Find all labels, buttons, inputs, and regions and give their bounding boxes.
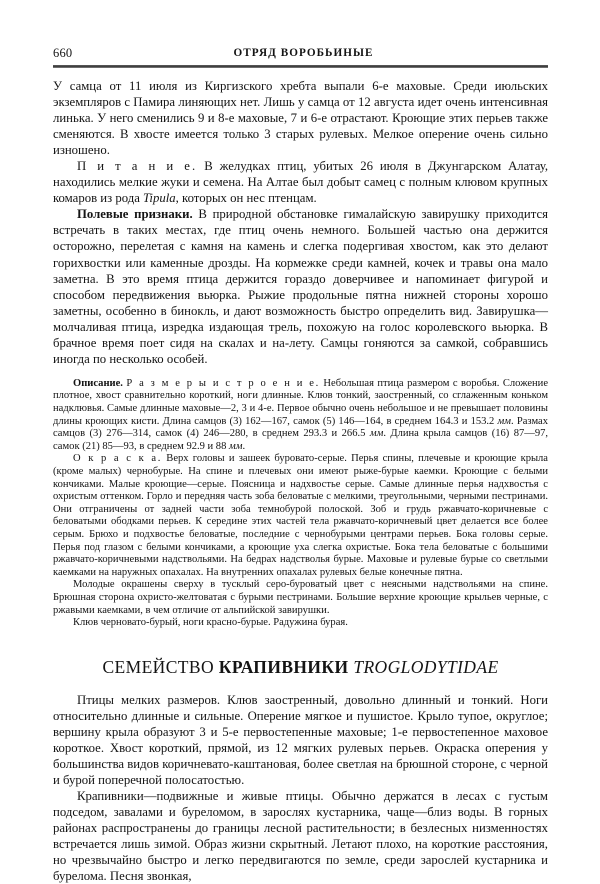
family-heading-word: СЕМЕЙСТВО xyxy=(102,656,214,677)
latin-genus-tipula: Tipula xyxy=(143,191,176,206)
paragraph-klyuv: Клюв черновато-бурый, ноги красно-бурые. Радужина бурая. xyxy=(73,617,348,629)
okraska-text: Верх головы и зашеек буровато-серые. Перья спины, плечевые и кроющие крыла (кроме малых) чернобурые. На спине и плечевых они имеют рыже-бурые каемки. Кроющие с белыми кончиками. Малые кроющие—серые. Поясница и надхвостье серые. Самые длинные перья надхвостья с охристым оттенком. Горло и передняя часть зоба беловатые с мелкими, треугольными, черными пестринами. Они отграничены от задней части зоба темнобурой полоской. Зоб и грудь ржавчато-коричневые с беловатыми ободками перьев. К середине этих частей тела ржавчато-коричневый цвет делается все более серым. Брюхо и подхвостье беловатые, последние с чернобурыми центрами перьев. Бока головы серые. Перья под глазом с белыми кончиками, а кроющие уха слегка охристые. Бока тела беловатые с большими ржавчато-коричневыми надствольями. На бедрах надстволья бурые. Маховые и рулевые бурые со светлыми каемками на наружных опахалах. На внутренних опахалах рулевых белые конечные пятна. xyxy=(53,453,548,578)
paragraph-family-habits: Крапивники—подвижные и живые птицы. Обычно держатся в лесах с густым подседом, завалами и буреломом, в зарослях кустарника, чаще—близ воды. В горных районах распространены до границы лесной растительности; в безлесных низменностях встречается лишь зимой. Образ жизни скрытный. Летают плохо, на короткие расстояния, но чрезвычайно быстро и легко передвигаются по земле, среди зарослей кустарника и бурелома. Песня звонкая, xyxy=(53,789,548,884)
measure-tail: . xyxy=(242,440,246,452)
paragraph-pitanie xyxy=(53,158,548,206)
paragraph-okraska xyxy=(53,453,548,579)
polevye-priznaki-text: В природной обстановке гималайскую завирушку приходится встречать в таких местах, где птиц очень немного. Большей частью она держится осторожно, перелетая с камня на камень и слегка подергивая хвостом, как это делают горихвостки или каменные дрозды. На кормежке среди камней, кочек и травы она мало заметна. В это время птица держится гораздо доверчивее и напоминает фигурой и способом передвижения вьюрка. Рыжие продольные пятна нижней стороны хорошо заметны, особенно в бинокль, и дают возможность быстро определить вид. Завирушка—молчаливая птица, изредка издающая трель, похожую на голос королевского вьюрка. В брачное время поет сидя на скалах и на-лету. Самцы гоняются за самкой, собравшись иногда по несколько особей. xyxy=(53,207,548,366)
label-opisanie: Описание. xyxy=(73,377,123,389)
family-heading-latin: TROGLODYTIDAE xyxy=(353,656,499,677)
unit-mm-wing: мм xyxy=(229,440,243,452)
page-number: 660 xyxy=(53,46,73,60)
measure-body-length: Длина самцов (3) 162—167, самок (5) 146—164, в среднем 164.3 и 153.2 xyxy=(162,415,498,427)
paragraph-molt: У самца от 11 июля из Киргизского хребта выпали 6-е маховые. Среди июльских экземпляров с Памира линяющих нет. Лишь у самца от 12 августа идет очень интенсивная линька. У него сменились 9 и 8-е маховые, 7 и 6-е отрастают. Кроющие этих перьев также сменяются. В хвосте имеется только 3 старых рулевых. Мелкое оперение очень сильно изношено. xyxy=(53,79,548,158)
paragraph-opisanie xyxy=(53,378,548,454)
label-razmery-i-stroenie: Р а з м е р ы и с т р о е н и е. xyxy=(126,377,320,389)
label-okraska: О к р а с к а. xyxy=(73,453,163,465)
family-text-block xyxy=(53,692,548,884)
label-pitanie: П и т а н и е. xyxy=(77,159,198,174)
paragraph-polevye-priznaki xyxy=(53,206,548,366)
pitanie-text-a: В желудках птиц, убитых 26 июля в Джунгарском Алатау, находились мелкие жуки и семена. На Алтае был добыт самец с полным клювом крупных комаров из рода xyxy=(53,159,549,206)
opisanie-text: Небольшая птица размером с воробья. Сложение плотное, хвост сравнительно короткий, ноги длинные. Клюв тонкий, заостренный, со сглаженным коньком надклювья. Самые длинные маховые—2, 3 и 4-е. Первое обычно очень небольшое и не превышает половины длины кроющих кисти. xyxy=(53,377,548,427)
pitanie-text-b: , которых он нес птенцам. xyxy=(175,191,317,206)
running-title: ОТРЯД ВОРОБЬИНЫЕ xyxy=(233,47,374,59)
paragraph-molodye: Молодые окрашены сверху в тусклый серо-буроватый цвет с неясными надствольями на спине. Брюшная сторона охристо-желтоватая с бурыми пестринами. Большие верхние кроющие крыльев черные, с ржавыми каемками, в чем отличие от альпийской завирушки. xyxy=(53,579,548,616)
unit-mm-wingspan: мм xyxy=(369,428,384,440)
label-polevye-priznaki: Полевые признаки. xyxy=(77,207,193,222)
measure-wingspan: . Размах самцов (3) 276—314, самок (4) 246—280, в среднем 293.3 и 266.5 xyxy=(53,415,548,440)
header-rule xyxy=(53,65,548,68)
description-small-block xyxy=(53,378,548,630)
family-heading xyxy=(53,656,548,678)
measure-wing-length: . Длина крыла самцов (16) 87—97, самок (21) 85—93, в среднем 92.9 и 88 xyxy=(53,428,548,452)
page-content xyxy=(53,44,548,884)
family-heading-name: КРАПИВНИКИ xyxy=(218,656,349,677)
running-head xyxy=(53,44,548,63)
paragraph-family-description: Птицы мелких размеров. Клюв заостренный, довольно длинный и тонкий. Ноги относительно длинные и сильные. Оперение мягкое и пушистое. Крыло тупое, округлое; вершину крыла образуют 3 и 5-е первостепенные маховые; 1-е первостепенное маховое короткое. Хвост короткий, прямой, из 12 мягких рулевых перьев. Окраска оперения у большинства видов коричневато-каштановая, более светлая на брюшной стороне, с черной и бурой поперечной полосатостью. xyxy=(53,692,548,787)
body-text-block xyxy=(53,78,548,367)
unit-mm-body: мм xyxy=(497,415,512,427)
